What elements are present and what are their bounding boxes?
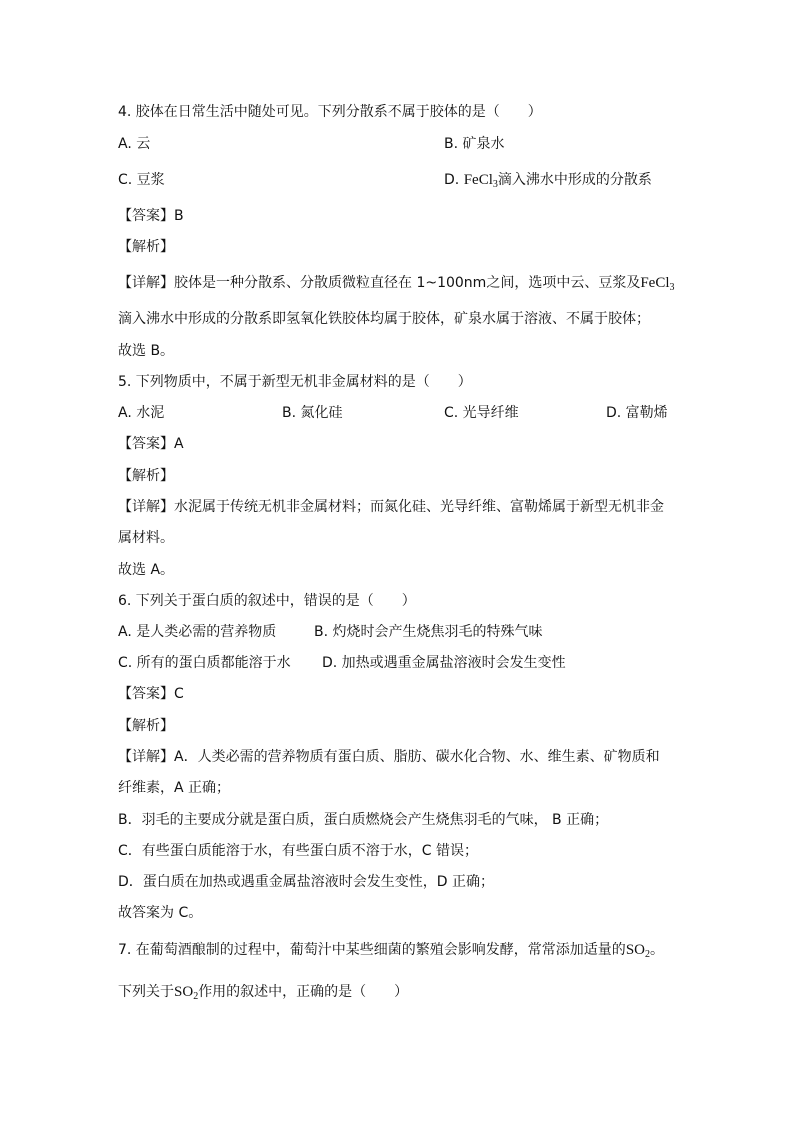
q4-answer: 【答案】B (118, 208, 184, 224)
q6-detail-d: D．蛋白质在加热或遇重金属盐溶液时会发生变性，D 正确； (118, 874, 495, 890)
q6-detail-line-2: 纤维素，A 正确； (118, 780, 231, 796)
q6-option-a: A. 是人类必需的营养物质 (118, 624, 277, 640)
q4-detail-line-2: 滴入沸水中形成的分散系即氢氧化铁胶体均属于胶体，矿泉水属于溶液、不属于胶体； (118, 311, 650, 327)
q5-option-b: B. 氮化硅 (282, 405, 343, 421)
q6-detail-line-1: 【详解】A．人类必需的营养物质有蛋白质、脂肪、碳水化合物、水、维生素、矿物质和 (118, 749, 660, 765)
q7-stem-line-2: 下列关于$SO_2$作用的叙述中，正确的是（ ） (118, 984, 409, 1002)
q6-answer: 【答案】C (118, 686, 184, 702)
q4-conclusion: 故选 B。 (118, 343, 175, 359)
q6-conclusion: 故答案为 C。 (118, 905, 203, 921)
q7-stem-line-1: 7. 在葡萄酒酿制的过程中，葡萄汁中某些细菌的繁殖会影响发酵，常常添加适量的$SO_2$。 (118, 942, 664, 960)
q4-detail-line-1: 【详解】胶体是一种分散系、分散质微粒直径在 1~100nm之间，选项中云、豆浆及FeCl$_3$ (118, 275, 675, 293)
q4-option-d: D. FeCl$_3$滴入沸水中形成的分散系 (444, 172, 652, 190)
q6-detail-b: B．羽毛的主要成分就是蛋白质，蛋白质燃烧会产生烧焦羽毛的气味， B 正确； (118, 812, 609, 828)
q6-stem: 6. 下列关于蛋白质的叙述中，错误的是（ ） (118, 593, 416, 609)
q5-option-d: D. 富勒烯 (606, 405, 668, 421)
q5-stem: 5. 下列物质中，不属于新型无机非金属材料的是（ ） (118, 374, 472, 390)
q6-detail-c: C．有些蛋白质能溶于水，有些蛋白质不溶于水，C 错误； (118, 843, 478, 859)
q5-answer: 【答案】A (118, 436, 184, 452)
q5-option-c: C. 光导纤维 (444, 405, 519, 421)
q4-stem: 4. 胶体在日常生活中随处可见。下列分散系不属于胶体的是（ ） (118, 104, 542, 120)
q4-option-b: B. 矿泉水 (444, 136, 505, 152)
q4-option-a: A. 云 (118, 136, 151, 152)
q5-option-a: A. 水泥 (118, 405, 165, 421)
q5-conclusion: 故选 A。 (118, 562, 175, 578)
q6-analysis-heading: 【解析】 (118, 718, 174, 734)
q4-analysis-heading: 【解析】 (118, 239, 174, 255)
q4-option-c: C. 豆浆 (118, 172, 165, 188)
q6-option-d: D. 加热或遇重金属盐溶液时会发生变性 (322, 655, 566, 671)
q5-analysis-heading: 【解析】 (118, 468, 174, 484)
q5-detail-line-1: 【详解】水泥属于传统无机非金属材料；而氮化硅、光导纤维、富勒烯属于新型无机非金 (118, 499, 664, 515)
q5-detail-line-2: 属材料。 (118, 530, 174, 546)
q6-option-c: C. 所有的蛋白质都能溶于水 (118, 655, 291, 671)
q6-option-b: B. 灼烧时会产生烧焦羽毛的特殊气味 (314, 624, 543, 640)
